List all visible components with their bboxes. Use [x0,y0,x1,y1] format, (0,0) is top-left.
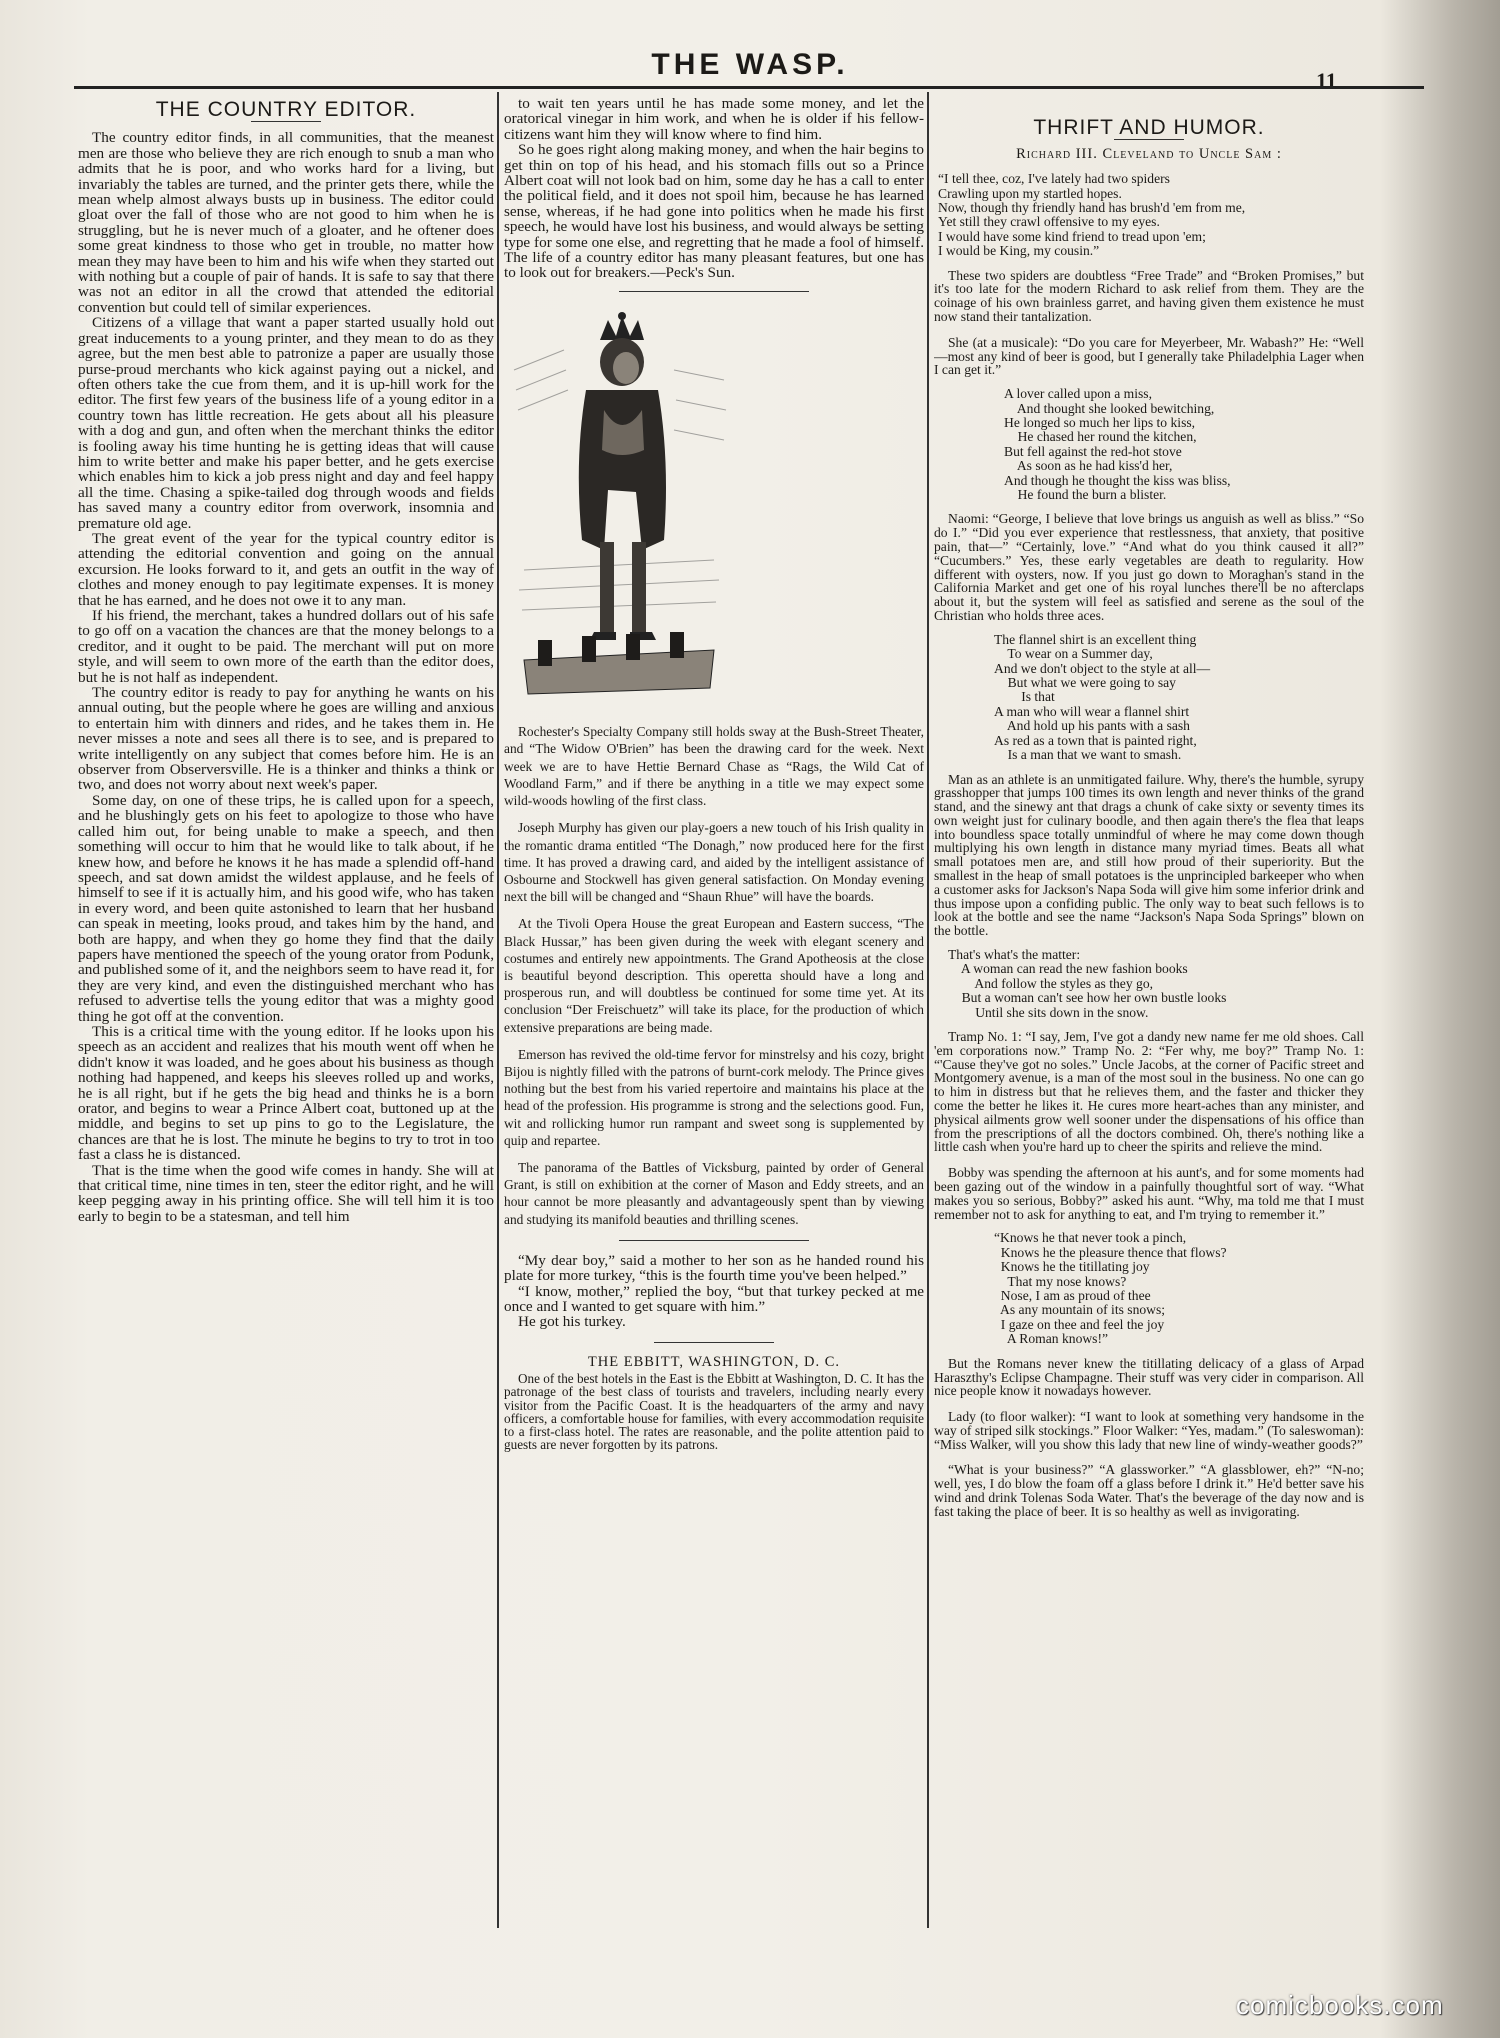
column-rule-2 [927,92,929,1928]
verse-spiders [938,172,1364,258]
thrift-title: THRIFT AND HUMOR. [1033,116,1265,139]
turkey-anecdote [504,1253,924,1330]
paragraph: Lady (to floor walker): “I want to look at something very handsome in the way of striped silk stockings.” Floor Walker: “Yes, madam.” (To saleswoman): “Miss Walker, will you show this lady that new line of windy-weather goods?” [934,1409,1364,1452]
verse-line: But fell against the red-hot stove [1004,443,1182,459]
verse-line: Is a man that we want to smash. [994,747,1182,763]
paragraph: “I know, mother,” replied the boy, “but that turkey pecked at me once and I wanted to get square with him.” [504,1282,924,1315]
paragraph: These two spiders are doubtless “Free Trade” and “Broken Promises,” but it's too late for the modern Richard to ask relief from them. They are the coinage of his own brainless garret, and having given them existence he must now stand their tantalization. [934,267,1364,325]
verse-line: And though he thought the kiss was bliss, [1004,472,1231,488]
verse-line: And follow the styles as they go, [948,975,1154,991]
verse-line: Knows he the titillating joy [994,1259,1150,1275]
column-rule-1 [497,92,499,1928]
paragraph: He got his turkey. [518,1313,626,1331]
verse-line: He found the burn a blister. [1004,487,1167,503]
paragraph: At the Tivoli Opera House the great European and Eastern success, “The Black Hussar,” has been given during the week with elegant scenery and costumes and entirely new appointments. The Grand Apotheosis at the close is beautiful beyond description. This operetta should have a long and prosperous run, and will doubtless be continued for some time yet. At its conclusion “Der Freischuetz” will take its place, for the production of which extensive preparations are being made. [504,916,924,1035]
verse-line: I gaze on thee and feel the joy [994,1316,1165,1332]
paragraph: Man as an athlete is an unmitigated failure. Why, there's the humble, syrupy grasshopper that jumps 100 times its own length and never thinks of the grand stand, and the sinewy ant that drags a chunk of cake sixty or seventy times its own weight just for culinary boodle, and then again there's the flea that leaps into boundless space totally unmindful of where he may come down though multiplying his own length in distance many myriad times. Beats all what small potatoes men are, and still how proud of their superiority. But the smallest in the heap of small potatoes is the unprincipled barkeeper who when a customer asks for Jackson's Napa Soda will give him some inferior drink and thus impose upon a confiding public. The only way to beat such fellows is to look at the bottle and see the name “Jackson's Napa Soda Springs” blown on the bottle. [934,771,1364,939]
ebbitt-title: THE EBBITT, WASHINGTON, D. C. [587,1353,841,1370]
verse-line: And thought she looked bewitching, [1004,400,1215,416]
verse-line: He longed so much her lips to kiss, [1004,415,1196,431]
paragraph: Emerson has revived the old-time fervor for minstrelsy and his cozy, bright Bijou is nightly filled with the patrons of burnt-cork melody. The Prince gives nothing but the best from his varied repertoire and maintains his place at the head of the profession. His programme is strong and the selections good. Fun, wit and rollicking humor run rampant and sweet song is supplemented by quip and repartee. [504,1046,924,1148]
verse-line: That my nose knows? [994,1273,1127,1289]
verse-line: Nose, I am as proud of thee [994,1288,1151,1304]
paragraph: The great event of the year for the typical country editor is attending the editorial convention and going on the annual excursion. He looks forward to it, and gets an outfit in the way of clothes and money enough to pay legitimate expenses. It is money that he has earned, and he does not owe it to any man. [78,529,494,609]
verse-line: Now, though thy friendly hand has brush'd 'em from me, [938,200,1246,216]
verse-line: The flannel shirt is an excellent thing [994,631,1197,647]
column-2 [504,96,924,1936]
title-underline [251,121,321,122]
watermark-text: comicbooks.com [1236,1990,1444,2020]
masthead-title: THE WASP. [651,48,849,81]
verse-line: A Roman knows!” [994,1331,1109,1347]
verse-lover [1004,387,1364,502]
verse-line: “I tell thee, coz, I've lately had two spiders [938,171,1170,187]
verse-nose [994,1231,1364,1346]
paragraph: Some day, on one of these trips, he is called upon for a speech, and he blushingly gets on his feet to apologize to those who have called him out, for being unable to make a speech, and then something will occur to him that he would like to talk about, if he knew how, and before he knows it he has made a splendid off-hand speech, and sat down amidst the wildest applause, and he feels of himself to see if it is actually him, and his good wife, who has taken in every word, and been quite astonished to learn that her husband can speak in meeting, looks proud, and takes him by the hand, and both are happy, and when they go home they find that the daily papers have mentioned the speech of the young orator from Podunk, and published some of it, and the neighbors seem to have read it, for they are very kind, and even the distinguished merchant who has refused to advertise tells the young editor that was a mighty good thing he got off at the convention. [78,791,494,1025]
header-rule [74,86,1424,89]
verse-line: I would be King, my cousin.” [938,243,1100,259]
thrift-subhead: Richard III. Cleveland to Uncle Sam : [1016,146,1282,163]
divider-rule [619,291,809,292]
verse-line: Is that [994,689,1055,705]
paragraph: Tramp No. 1: “I say, Jem, I've got a dandy new name fer me old shoes. Call 'em corporations now.” Tramp No. 2: “Fer why, me boy?” Tramp No. 1: “'Cause they've got no soles.” Uncle Jacobs, at the corner of Pacific street and Montgomery avenue, is a man of the most soul in the business. No one can go to him in distress but that he relieves them, and the faster and thicker they come the better he likes it. He cures more heart-aches than any minister, and physical ailments grow well sooner under the dispensations of his office than from the prescriptions of all the doctors combined. Oh, there's nothing like a little cash when you're hard up to cheer the spirits and relieve the mind. [934,1029,1364,1155]
paragraph: The panorama of the Battles of Vicksburg, painted by order of General Grant, is still on exhibition at the corner of Mason and Eddy streets, and an hour cannot be more pleasantly and advantageously spent than by viewing and studying its manifold beauties and thrilling scenes. [504,1159,924,1227]
divider-rule [654,1342,774,1343]
country-editor-continued [504,96,924,281]
paragraph: to wait ten years until he has made some money, and let the oratorical vinegar in him work, and when he is older if his fellow-citizens want him they will know where to find him. [504,96,924,143]
verse-line: But a woman can't see how her own bustle looks [948,990,1227,1006]
thrift-body [934,148,1364,1518]
verse-line: Until she sits down in the snow. [948,1004,1149,1020]
verse-line: A man who will wear a flannel shirt [994,703,1190,719]
paragraph: So he goes right along making money, and when the hair begins to get thin on top of his head, and his stomach fills out so a Prince Albert coat will not look bad on him, some day he has a call to enter the political field, and it does not spoil him, because he has learned sense, whereas, if he had gone into politics when he made his first speech, he would have lost his business, and would always be setting type for some one else, and regretting that he made a fool of himself. The life of a country editor has many pleasant features, but one has to look out for breakers.—Peck's Sun. [504,141,924,282]
verse-line: Crawling upon my startled hopes. [938,185,1122,201]
verse-line: Knows he the pleasure thence that flows? [994,1244,1227,1260]
paragraph: “What is your business?” “A glassworker.” “A glassblower, eh?” “N-no; well, yes, I do blow the foam off a glass before I drink it.” He'd better save his wind and drink Tolenas Soda Water. That's the beverage of the day now and is fast taking the place of beer. It is so healthy as well as invigorating. [934,1462,1364,1519]
column-3 [934,96,1364,1936]
verse-line: Yet still they crawl offensive to my eyes. [938,214,1160,230]
column-1 [78,96,494,1936]
verse-line: As red as a town that is painted right, [994,732,1197,748]
verse-line: A woman can read the new fashion books [948,961,1188,977]
verse-line: To wear on a Summer day, [994,646,1153,662]
verse-line: And we don't object to the style at all— [994,660,1211,676]
paragraph: If his friend, the merchant, takes a hundred dollars out of his safe to go off on a vacation the chances are that the money belongs to a creditor, and it ought to be paid. The merchant will put on more style, and will seem to own more of the earth than the editor does, but he is not half as independent. [78,607,494,686]
title-underline [1114,139,1184,140]
divider-rule [619,1240,809,1241]
paragraph: That is the time when the good wife comes in handy. She will at that critical time, nine times in ten, steer the editor right, and he will keep pegging away in his printing office. She will tell him it is too early to begin to be a statesman, and tell him [78,1161,494,1225]
paragraph: Naomi: “George, I believe that love brings us anguish as well as bliss.” “So do I.” “Did you ever experience that restlessness, that anxiety, that positive pain, that—” “Certainly, love.” “And what do you think caused it all?” “Cucumbers.” Yes, these early vegetables are death to regularity. How different with oysters, now. If you just go down to Moraghan's stand in the California Market and get one of his royal lunches there'll be no afterclaps about it, but the system will feel as satisfied and serene as the soul of the Christian who holds three aces. [934,511,1364,624]
verse-flannel-shirt [994,633,1364,763]
ebbitt-notice [504,1372,924,1451]
verse-line: “Knows he that never took a pinch, [994,1230,1187,1246]
verse-line: He chased her round the kitchen, [1004,429,1197,445]
verse-line: A lover called upon a miss, [1004,386,1152,402]
verse-line: That's what's the matter: [948,947,1081,963]
paragraph: Joseph Murphy has given our play-goers a new touch of his Irish quality in the romantic drama entitled “The Donagh,” now produced here for the first time. It has proved a drawing card, and aided by the intelligent assistance of Osbourne and Stockwell has given general satisfaction. On Monday evening next the bill will be changed and “Shaun Rhue” will have the boards. [504,820,924,905]
country-editor-body [78,130,494,1224]
paragraph: “My dear boy,” said a mother to her son as he handed round his plate for more turkey, “this is the fourth time you've been helped.” [504,1251,924,1285]
page-number: 11 [1316,68,1337,93]
paragraph: But the Romans never knew the titillating delicacy of a glass of Arpad Haraszthy's Eclipse Champagne. Their stuff was very cider in comparison. All nice people know it nowadays however. [934,1355,1364,1399]
verse-line: As any mountain of its snows; [994,1302,1166,1318]
ebbitt-text: One of the best hotels in the East is the Ebbitt at Washington, D. C. It has the patronage of the best class of tourists and travelers, including nearly every visitor from the Pacific Coast. It is the headquarters of the army and navy officers, a comfortable house for families, with every accommodation requisite to a first-class hotel. The rates are reasonable, and the polite attention paid to guests are never forgotten by its patrons. [504,1371,924,1453]
verse-line: As soon as he had kiss'd her, [1004,458,1173,474]
king-caricature-illustration [504,310,734,710]
paragraph: The country editor finds, in all communities, that the meanest men are those who believe they are rich enough to snub a man who admits that he is poor, and who works hard for a living, but invariably the tables are turned, and the printer gets there, while the mean whelp almost always busts up in business. The editor could gloat over the fall of those who are not good to him when he is struggling, but he is never much of a gloater, and he oftener does some great kindness to those who get in trouble, no matter how mean they may have been to him and his wife when they started out with nothing but a couple of pair of hands. It is safe to say that there was not an editor in all the crowd that attended the editorial convention but could tell of similar experiences. [78,129,494,316]
paragraph: The country editor is ready to pay for anything he wants on his annual outing, but the people where he goes are willing and anxious to entertain him with dinners and rides, and he takes them in. He never misses a note and sees all there is to see, and is prepared to write intelligently on any subject that comes before him. He is an observer from Observersville. He is a thinker and thinks a think or two, and does not worry about next week's paper. [78,684,494,794]
paragraph: Citizens of a village that want a paper started usually hold out great inducements to a young printer, and they mean to do as they agree, but the men best able to patronize a paper are usually those purse-proud merchants who kick against paying out a nickel, and often others take the cue from them, and it is up-hill work for the editor. The first few years of the business life of a young editor in a country town has little recreation. He gets about all his pleasure with a dog and gun, and often when the merchant thinks the editor is fooling away his time hunting he is getting ideas that will cause him to write better and make his paper better, and he gets exercise which enables him to kick a job press night and day and feel happy all the time. Chasing a spike-tailed dog through woods and fields has saved many a country editor from overwork, insomnia and premature old age. [78,314,494,532]
country-editor-title: THE COUNTRY EDITOR. [155,98,417,121]
paragraph: Rochester's Specialty Company still holds sway at the Bush-Street Theater, and “The Widow O'Brien” has been the drawing card for the week. Next week we are to have Hettie Bernard Chase as “Rags, the Wild Cat of Woodland Farm,” and if there be anything in a title we may expect some wild-woods howling of the first class. [504,724,924,809]
paragraph: This is a critical time with the young editor. If he looks upon his speech as an accident and realizes that his mouth went off when he didn't know it was loaded, and he goes about his business as though nothing had happened, and keeps his sleeves rolled up and works, he is all right, but if he gets the big head and thinks he is a born orator, and begins to wear a Prince Albert coat, buttoned up at the middle, and begins to set up pins to go to the Legislature, the chances are that he is lost. The minute he begins to try to trot in too fast a class he is distanced. [78,1022,494,1164]
verse-line: And hold up his pants with a sash [994,718,1190,734]
verse-line: But what we were going to say [994,675,1176,691]
verse-bustle [948,948,1364,1020]
paragraph: She (at a musicale): “Do you care for Meyerbeer, Mr. Wabash?” He: “Well—most any kind of beer is good, but I generally take Philadelphia Lager when I can get it.” [934,334,1364,378]
theatre-notes [504,723,924,1227]
paragraph: Bobby was spending the afternoon at his aunt's, and for some moments had been gazing out of the window in a painfully thoughtful sort of way. “What makes you so serious, Bobby?” asked his aunt. “Why, ma told me that I must remember not to ask for anything to eat, and I'm trying to remember it.” [934,1165,1364,1222]
verse-line: I would have some kind friend to tread upon 'em; [938,228,1206,244]
